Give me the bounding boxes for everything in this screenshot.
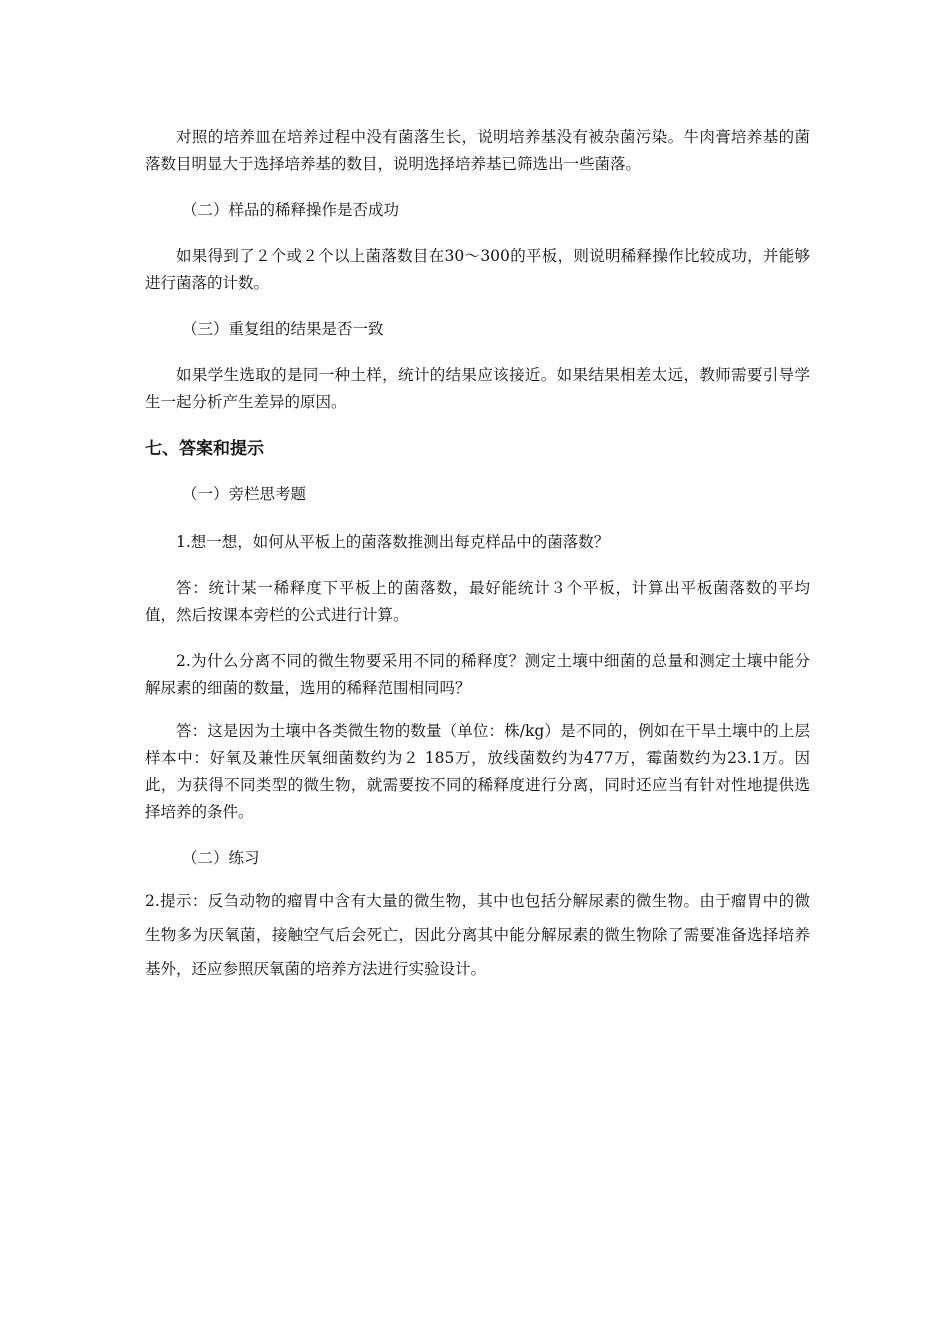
section-title-answers: 七、答案和提示 [145,439,264,459]
question-1: 1.想一想，如何从平板上的菌落数推测出每克样品中的菌落数？ [176,533,610,551]
paragraph-hint: 2.提示：反刍动物的瘤胃中含有大量的微生物，其中也包括分解尿素的微生物。由于瘤胃中的微生物多为厌氧菌，接触空气后会死亡，因此分离其中能分解尿素的微生物除了需要准备选择培养基外，还应参照厌氧菌的培养方法进行实验设计。 [145,892,810,978]
subheading-dilution-success: （二）样品的稀释操作是否成功 [182,201,400,219]
question-2: 2.为什么分离不同的微生物要采用不同的稀释度？测定土壤中细菌的总量和测定土壤中能分解尿素的细菌的数量，选用的稀释范围相同吗？ [145,652,810,697]
answer-2: 答：这是因为土壤中各类微生物的数量（单位：株/kg）是不同的，例如在干旱土壤中的上层样本中：好氧及兼性厌氧细菌数约为２ 185万，放线菌数约为477万，霉菌数约为23.1万。因此，为获得不同类型的微生物，就需要按不同的稀释度进行分离，同时还应当有针对性地提供选择培养的条件。 [145,722,810,821]
subheading-repeat-group: （三）重复组的结果是否一致 [182,320,384,338]
answer-1: 答：统计某一稀释度下平板上的菌落数，最好能统计３个平板，计算出平板菌落数的平均值，然后按课本旁栏的公式进行计算。 [145,579,810,624]
paragraph-control-plate: 对照的培养皿在培养过程中没有菌落生长，说明培养基没有被杂菌污染。牛肉膏培养基的菌落数目明显大于选择培养基的数目，说明选择培养基已筛选出一些菌落。 [145,128,810,173]
subheading-exercises: （二）练习 [182,849,260,867]
subheading-sidebar-questions: （一）旁栏思考题 [182,485,307,503]
paragraph-repeat-result: 如果学生选取的是同一种土样，统计的结果应该接近。如果结果相差太远，教师需要引导学生一起分析产生差异的原因。 [145,366,810,411]
paragraph-dilution-result: 如果得到了２个或２个以上菌落数目在30～300的平板，则说明稀释操作比较成功，并能够进行菌落的计数。 [145,247,810,292]
